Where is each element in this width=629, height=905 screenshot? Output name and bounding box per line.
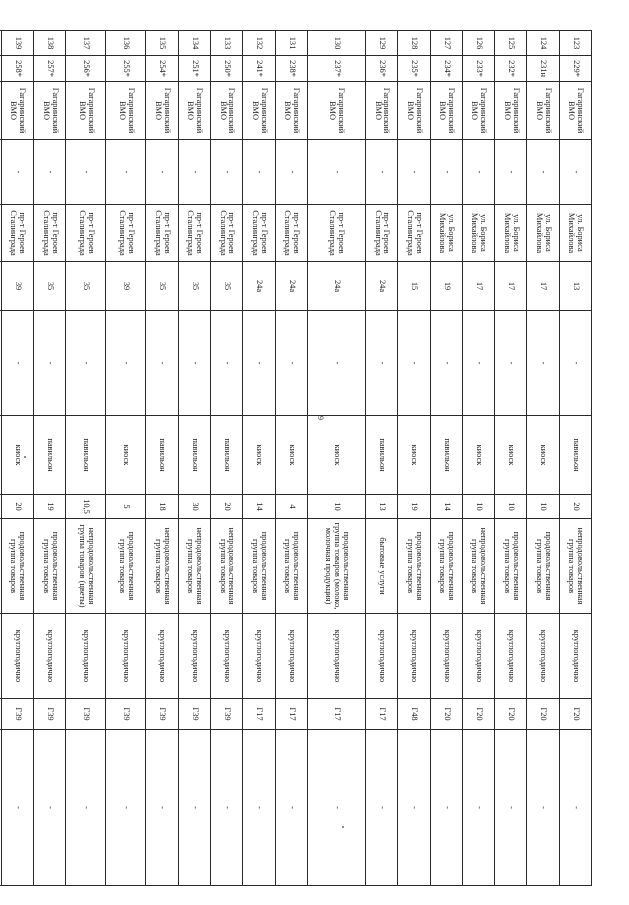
- table-row: [559, 31, 591, 886]
- cell-area: 10: [307, 495, 365, 519]
- cell-row-number: 137: [66, 31, 106, 56]
- cell-specialization: продовольственная группа товаров: [243, 519, 275, 614]
- cell-period: круглогодично: [559, 614, 591, 699]
- cell-extra-2: -: [178, 311, 210, 416]
- cell-extra-1: -: [275, 140, 307, 205]
- cell-district: Гагаринский ВМО: [307, 82, 365, 140]
- cell-code: Г20: [527, 699, 559, 730]
- cell-extra-2: -: [66, 311, 106, 416]
- cell-area: 14: [430, 495, 462, 519]
- table-body: [0, 31, 592, 886]
- cell-place-id: 233*: [462, 56, 494, 82]
- cell-row-number: 128: [398, 31, 430, 56]
- cell-district: Гагаринский ВМО: [34, 82, 66, 140]
- cell-area: 10: [495, 495, 527, 519]
- cell-period: круглогодично: [1, 614, 33, 699]
- cell-row-number: 131: [275, 31, 307, 56]
- cell-specialization: продовольственная группа товаров: [106, 519, 146, 614]
- cell-extra-1: -: [1, 140, 33, 205]
- cell-row-number: 136: [106, 31, 146, 56]
- cell-area: 5: [106, 495, 146, 519]
- table-row: [275, 31, 307, 886]
- cell-period: круглогодично: [527, 614, 559, 699]
- cell-code: Г20: [559, 699, 591, 730]
- cell-object-type: киоск: [527, 416, 559, 495]
- table-row: [178, 31, 210, 886]
- cell-place-id: 250*: [211, 56, 243, 82]
- cell-specialization: продовольственная группа товаров: [34, 519, 66, 614]
- cell-object-type: [0, 416, 1, 495]
- table-row: [106, 31, 146, 886]
- cell-period: круглогодично: [211, 614, 243, 699]
- cell-district: Гагаринский ВМО: [243, 82, 275, 140]
- cell-street: ул. Бориса Михайлова: [527, 205, 559, 262]
- cell-extra-2: -: [34, 311, 66, 416]
- cell-street: пр-т Героев Сталинграда: [146, 205, 178, 262]
- cell-period: круглогодично: [430, 614, 462, 699]
- cell-extra-2: -: [365, 311, 397, 416]
- cell-area: 20: [559, 495, 591, 519]
- cell-note: -: [243, 730, 275, 886]
- cell-district: Гагаринский ВМО: [146, 82, 178, 140]
- cell-object-type: павильон: [66, 416, 106, 495]
- cell-house: 35: [211, 262, 243, 311]
- cell-object-type: киоск: [495, 416, 527, 495]
- cell-district: Гагаринский ВМО: [462, 82, 494, 140]
- cell-note: -: [527, 730, 559, 886]
- cell-extra-1: [0, 140, 1, 205]
- table-row: [365, 31, 397, 886]
- cell-code: Г20: [495, 699, 527, 730]
- cell-street: пр-т Героев Сталинграда: [106, 205, 146, 262]
- cell-period: круглогодично: [146, 614, 178, 699]
- cell-street: пр-т Героев Сталинграда: [243, 205, 275, 262]
- cell-object-type: киоск: [462, 416, 494, 495]
- cell-note: -: [462, 730, 494, 886]
- cell-area: 14: [243, 495, 275, 519]
- cell-house: 35: [66, 262, 106, 311]
- cell-place-id: 236*: [365, 56, 397, 82]
- cell-code: [0, 699, 1, 730]
- cell-code: Г17: [365, 699, 397, 730]
- cell-specialization: непродовольственная группа товаров (цветы): [66, 519, 106, 614]
- cell-row-number: 133: [211, 31, 243, 56]
- cell-row-number: 134: [178, 31, 210, 56]
- cell-specialization: продовольственная группа товаров: [275, 519, 307, 614]
- cell-note: -: [365, 730, 397, 886]
- cell-place-id: 234*: [430, 56, 462, 82]
- cell-row-number: 124: [527, 31, 559, 56]
- cell-extra-1: -: [365, 140, 397, 205]
- cell-street: пр-т Героев Сталинграда: [34, 205, 66, 262]
- cell-row-number: 135: [146, 31, 178, 56]
- cell-street: пр-т Героев Сталинграда: [307, 205, 365, 262]
- cell-period: круглогодично: [106, 614, 146, 699]
- cell-district: Гагаринский ВМО: [430, 82, 462, 140]
- cell-extra-2: -: [146, 311, 178, 416]
- cell-code: Г39: [66, 699, 106, 730]
- cell-place-id: 229*: [559, 56, 591, 82]
- cell-district: Гагаринский ВМО: [275, 82, 307, 140]
- table-row: [211, 31, 243, 886]
- cell-district: Гагаринский ВМО: [178, 82, 210, 140]
- cell-code: Г39: [178, 699, 210, 730]
- cell-period: круглогодично: [34, 614, 66, 699]
- cell-note: -: [430, 730, 462, 886]
- cell-note: -: [559, 730, 591, 886]
- cell-extra-1: -: [307, 140, 365, 205]
- cell-code: Г17: [243, 699, 275, 730]
- cell-code: Г17: [275, 699, 307, 730]
- cell-place-id: 256*: [66, 56, 106, 82]
- cell-place-id: 241*: [243, 56, 275, 82]
- cell-object-type: павильон: [178, 416, 210, 495]
- cell-street: ул. Бориса Михайлова: [462, 205, 494, 262]
- cell-extra-1: -: [495, 140, 527, 205]
- cell-note: -: [146, 730, 178, 886]
- cell-place-id: 235*: [398, 56, 430, 82]
- cell-specialization: продовольственная группа товаров: [527, 519, 559, 614]
- table-row: [0, 31, 1, 886]
- cell-house: 13: [559, 262, 591, 311]
- cell-house: 15: [398, 262, 430, 311]
- cell-street: пр-т Героев Сталинграда: [211, 205, 243, 262]
- cell-place-id: 232*: [495, 56, 527, 82]
- cell-code: Г20: [462, 699, 494, 730]
- cell-street: пр-т Героев Сталинграда: [275, 205, 307, 262]
- cell-object-type: павильон: [430, 416, 462, 495]
- cell-area: 19: [34, 495, 66, 519]
- cell-street: ул. Бориса Михайлова: [495, 205, 527, 262]
- cell-place-id: 237*: [307, 56, 365, 82]
- cell-period: круглогодично: [275, 614, 307, 699]
- cell-code: Г48: [398, 699, 430, 730]
- cell-code: Г17: [307, 699, 365, 730]
- cell-specialization: непродовольственная группа товаров: [178, 519, 210, 614]
- cell-place-id: [0, 56, 1, 82]
- cell-area: 13: [365, 495, 397, 519]
- cell-object-type: киоск: [275, 416, 307, 495]
- cell-code: Г39: [106, 699, 146, 730]
- cell-area: [0, 495, 1, 519]
- cell-note: -: [106, 730, 146, 886]
- cell-object-type: киоск: [1, 416, 33, 495]
- cell-district: Гагаринский ВМО: [1, 82, 33, 140]
- table-row: [398, 31, 430, 886]
- cell-extra-1: -: [178, 140, 210, 205]
- cell-house: 17: [495, 262, 527, 311]
- cell-district: [0, 82, 1, 140]
- cell-extra-1: -: [146, 140, 178, 205]
- cell-house: 24а: [243, 262, 275, 311]
- cell-district: Гагаринский ВМО: [365, 82, 397, 140]
- cell-area: 30: [178, 495, 210, 519]
- cell-period: [0, 614, 1, 699]
- cell-street: [0, 205, 1, 262]
- cell-extra-1: -: [398, 140, 430, 205]
- cell-row-number: 127: [430, 31, 462, 56]
- cell-place-id: 238*: [275, 56, 307, 82]
- cell-area: 10: [527, 495, 559, 519]
- cell-extra-2: -: [275, 311, 307, 416]
- cell-district: Гагаринский ВМО: [495, 82, 527, 140]
- cell-extra-2: -: [243, 311, 275, 416]
- cell-note: -: [66, 730, 106, 886]
- cell-extra-2: -: [430, 311, 462, 416]
- cell-period: круглогодично: [398, 614, 430, 699]
- cell-extra-1: -: [211, 140, 243, 205]
- cell-place-id: 258*: [1, 56, 33, 82]
- table-row: [527, 31, 559, 886]
- cell-house: 39: [1, 262, 33, 311]
- cell-extra-2: [0, 311, 1, 416]
- page-number: 9: [316, 416, 325, 420]
- cell-district: Гагаринский ВМО: [66, 82, 106, 140]
- cell-specialization: продовольственная группа товаров: [495, 519, 527, 614]
- cell-specialization: продовольственная группа товаров: [430, 519, 462, 614]
- cell-place-id: 231н: [527, 56, 559, 82]
- cell-extra-2: -: [307, 311, 365, 416]
- cell-extra-1: -: [559, 140, 591, 205]
- cell-house: 17: [527, 262, 559, 311]
- cell-area: 4: [275, 495, 307, 519]
- table-row: [34, 31, 66, 886]
- cell-extra-2: -: [495, 311, 527, 416]
- table-row: [1, 31, 33, 886]
- cell-extra-1: -: [34, 140, 66, 205]
- cell-row-number: 130: [307, 31, 365, 56]
- cell-code: Г39: [34, 699, 66, 730]
- cell-street: пр-т Героев Сталинграда: [66, 205, 106, 262]
- cell-area: 18: [146, 495, 178, 519]
- cell-house: 35: [146, 262, 178, 311]
- cell-period: круглогодично: [462, 614, 494, 699]
- cell-row-number: 138: [34, 31, 66, 56]
- cell-house: 24а: [275, 262, 307, 311]
- cell-specialization: продовольственная группа товаров: [1, 519, 33, 614]
- cell-extra-2: -: [527, 311, 559, 416]
- cell-object-type: павильон: [559, 416, 591, 495]
- cell-district: Гагаринский ВМО: [106, 82, 146, 140]
- cell-street: пр-т Героев Сталинграда: [365, 205, 397, 262]
- cell-note: -: [275, 730, 307, 886]
- cell-extra-2: -: [211, 311, 243, 416]
- cell-row-number: [0, 31, 1, 56]
- table-row: [307, 31, 365, 886]
- cell-period: круглогодично: [243, 614, 275, 699]
- cell-house: 24а: [307, 262, 365, 311]
- table-row: [243, 31, 275, 886]
- cell-note: -: [34, 730, 66, 886]
- cell-note: -: [1, 730, 33, 886]
- cell-street: ул. Бориса Михайлова: [430, 205, 462, 262]
- cell-district: Гагаринский ВМО: [398, 82, 430, 140]
- cell-specialization: непродовольственная группа товаров: [211, 519, 243, 614]
- table-row: [430, 31, 462, 886]
- cell-period: круглогодично: [495, 614, 527, 699]
- kiosk-register-table: [0, 30, 592, 886]
- cell-extra-2: -: [398, 311, 430, 416]
- cell-code: Г39: [1, 699, 33, 730]
- cell-extra-1: -: [430, 140, 462, 205]
- cell-area: 20: [1, 495, 33, 519]
- cell-street: пр-т Героев Сталинграда: [178, 205, 210, 262]
- cell-house: [0, 262, 1, 311]
- cell-code: Г20: [430, 699, 462, 730]
- cell-extra-1: -: [527, 140, 559, 205]
- cell-extra-1: -: [243, 140, 275, 205]
- cell-object-type: павильон: [146, 416, 178, 495]
- cell-house: 39: [106, 262, 146, 311]
- cell-district: Гагаринский ВМО: [527, 82, 559, 140]
- table-row: [462, 31, 494, 886]
- cell-note: [0, 730, 1, 886]
- cell-place-id: 254*: [146, 56, 178, 82]
- cell-street: пр-т Героев Сталинграда: [398, 205, 430, 262]
- cell-note: -: [307, 730, 365, 886]
- cell-specialization: непродовольственная группа товаров: [559, 519, 591, 614]
- cell-note: -: [398, 730, 430, 886]
- cell-house: 19: [430, 262, 462, 311]
- cell-place-id: 257*: [34, 56, 66, 82]
- cell-district: Гагаринский ВМО: [211, 82, 243, 140]
- cell-area: 20: [211, 495, 243, 519]
- table-row: [66, 31, 106, 886]
- cell-specialization: непродовольственная группа товаров: [146, 519, 178, 614]
- cell-note: -: [211, 730, 243, 886]
- cell-code: Г39: [146, 699, 178, 730]
- cell-extra-1: -: [106, 140, 146, 205]
- cell-row-number: 126: [462, 31, 494, 56]
- cell-extra-2: -: [462, 311, 494, 416]
- cell-area: 10,5: [66, 495, 106, 519]
- cell-house: 35: [34, 262, 66, 311]
- cell-row-number: 132: [243, 31, 275, 56]
- cell-period: круглогодично: [178, 614, 210, 699]
- cell-note: -: [178, 730, 210, 886]
- cell-extra-2: -: [106, 311, 146, 416]
- cell-period: круглогодично: [66, 614, 106, 699]
- cell-specialization: продовольственная группа товаров (молоко, молочная продукция): [307, 519, 365, 614]
- cell-street: ул. Бориса Михайлова: [559, 205, 591, 262]
- cell-object-type: киоск: [398, 416, 430, 495]
- cell-extra-2: -: [559, 311, 591, 416]
- cell-object-type: киоск: [243, 416, 275, 495]
- cell-specialization: непродовольственная группа товаров: [462, 519, 494, 614]
- cell-extra-1: -: [462, 140, 494, 205]
- cell-period: круглогодично: [365, 614, 397, 699]
- cell-note: -: [495, 730, 527, 886]
- cell-area: 10: [462, 495, 494, 519]
- cell-extra-1: -: [66, 140, 106, 205]
- cell-specialization: бытовые услуги: [365, 519, 397, 614]
- rotated-table-container: [0, 30, 592, 885]
- cell-code: Г39: [211, 699, 243, 730]
- cell-specialization: продовольственная группа товаров: [398, 519, 430, 614]
- cell-extra-2: -: [1, 311, 33, 416]
- cell-object-type: киоск: [307, 416, 365, 495]
- cell-house: 24а: [365, 262, 397, 311]
- cell-place-id: 251*: [178, 56, 210, 82]
- cell-area: 19: [398, 495, 430, 519]
- cell-house: 35: [178, 262, 210, 311]
- cell-row-number: 139: [1, 31, 33, 56]
- cell-house: 17: [462, 262, 494, 311]
- cell-row-number: 129: [365, 31, 397, 56]
- cell-place-id: 255*: [106, 56, 146, 82]
- cell-district: Гагаринский ВМО: [559, 82, 591, 140]
- cell-row-number: 123: [559, 31, 591, 56]
- cell-row-number: 125: [495, 31, 527, 56]
- table-row: [495, 31, 527, 886]
- cell-specialization: [0, 519, 1, 614]
- cell-object-type: павильон: [365, 416, 397, 495]
- cell-street: пр-т Героев Сталинграда: [1, 205, 33, 262]
- table-row: [146, 31, 178, 886]
- cell-object-type: павильон: [34, 416, 66, 495]
- cell-object-type: павильон: [211, 416, 243, 495]
- cell-period: круглогодично: [307, 614, 365, 699]
- cell-object-type: киоск: [106, 416, 146, 495]
